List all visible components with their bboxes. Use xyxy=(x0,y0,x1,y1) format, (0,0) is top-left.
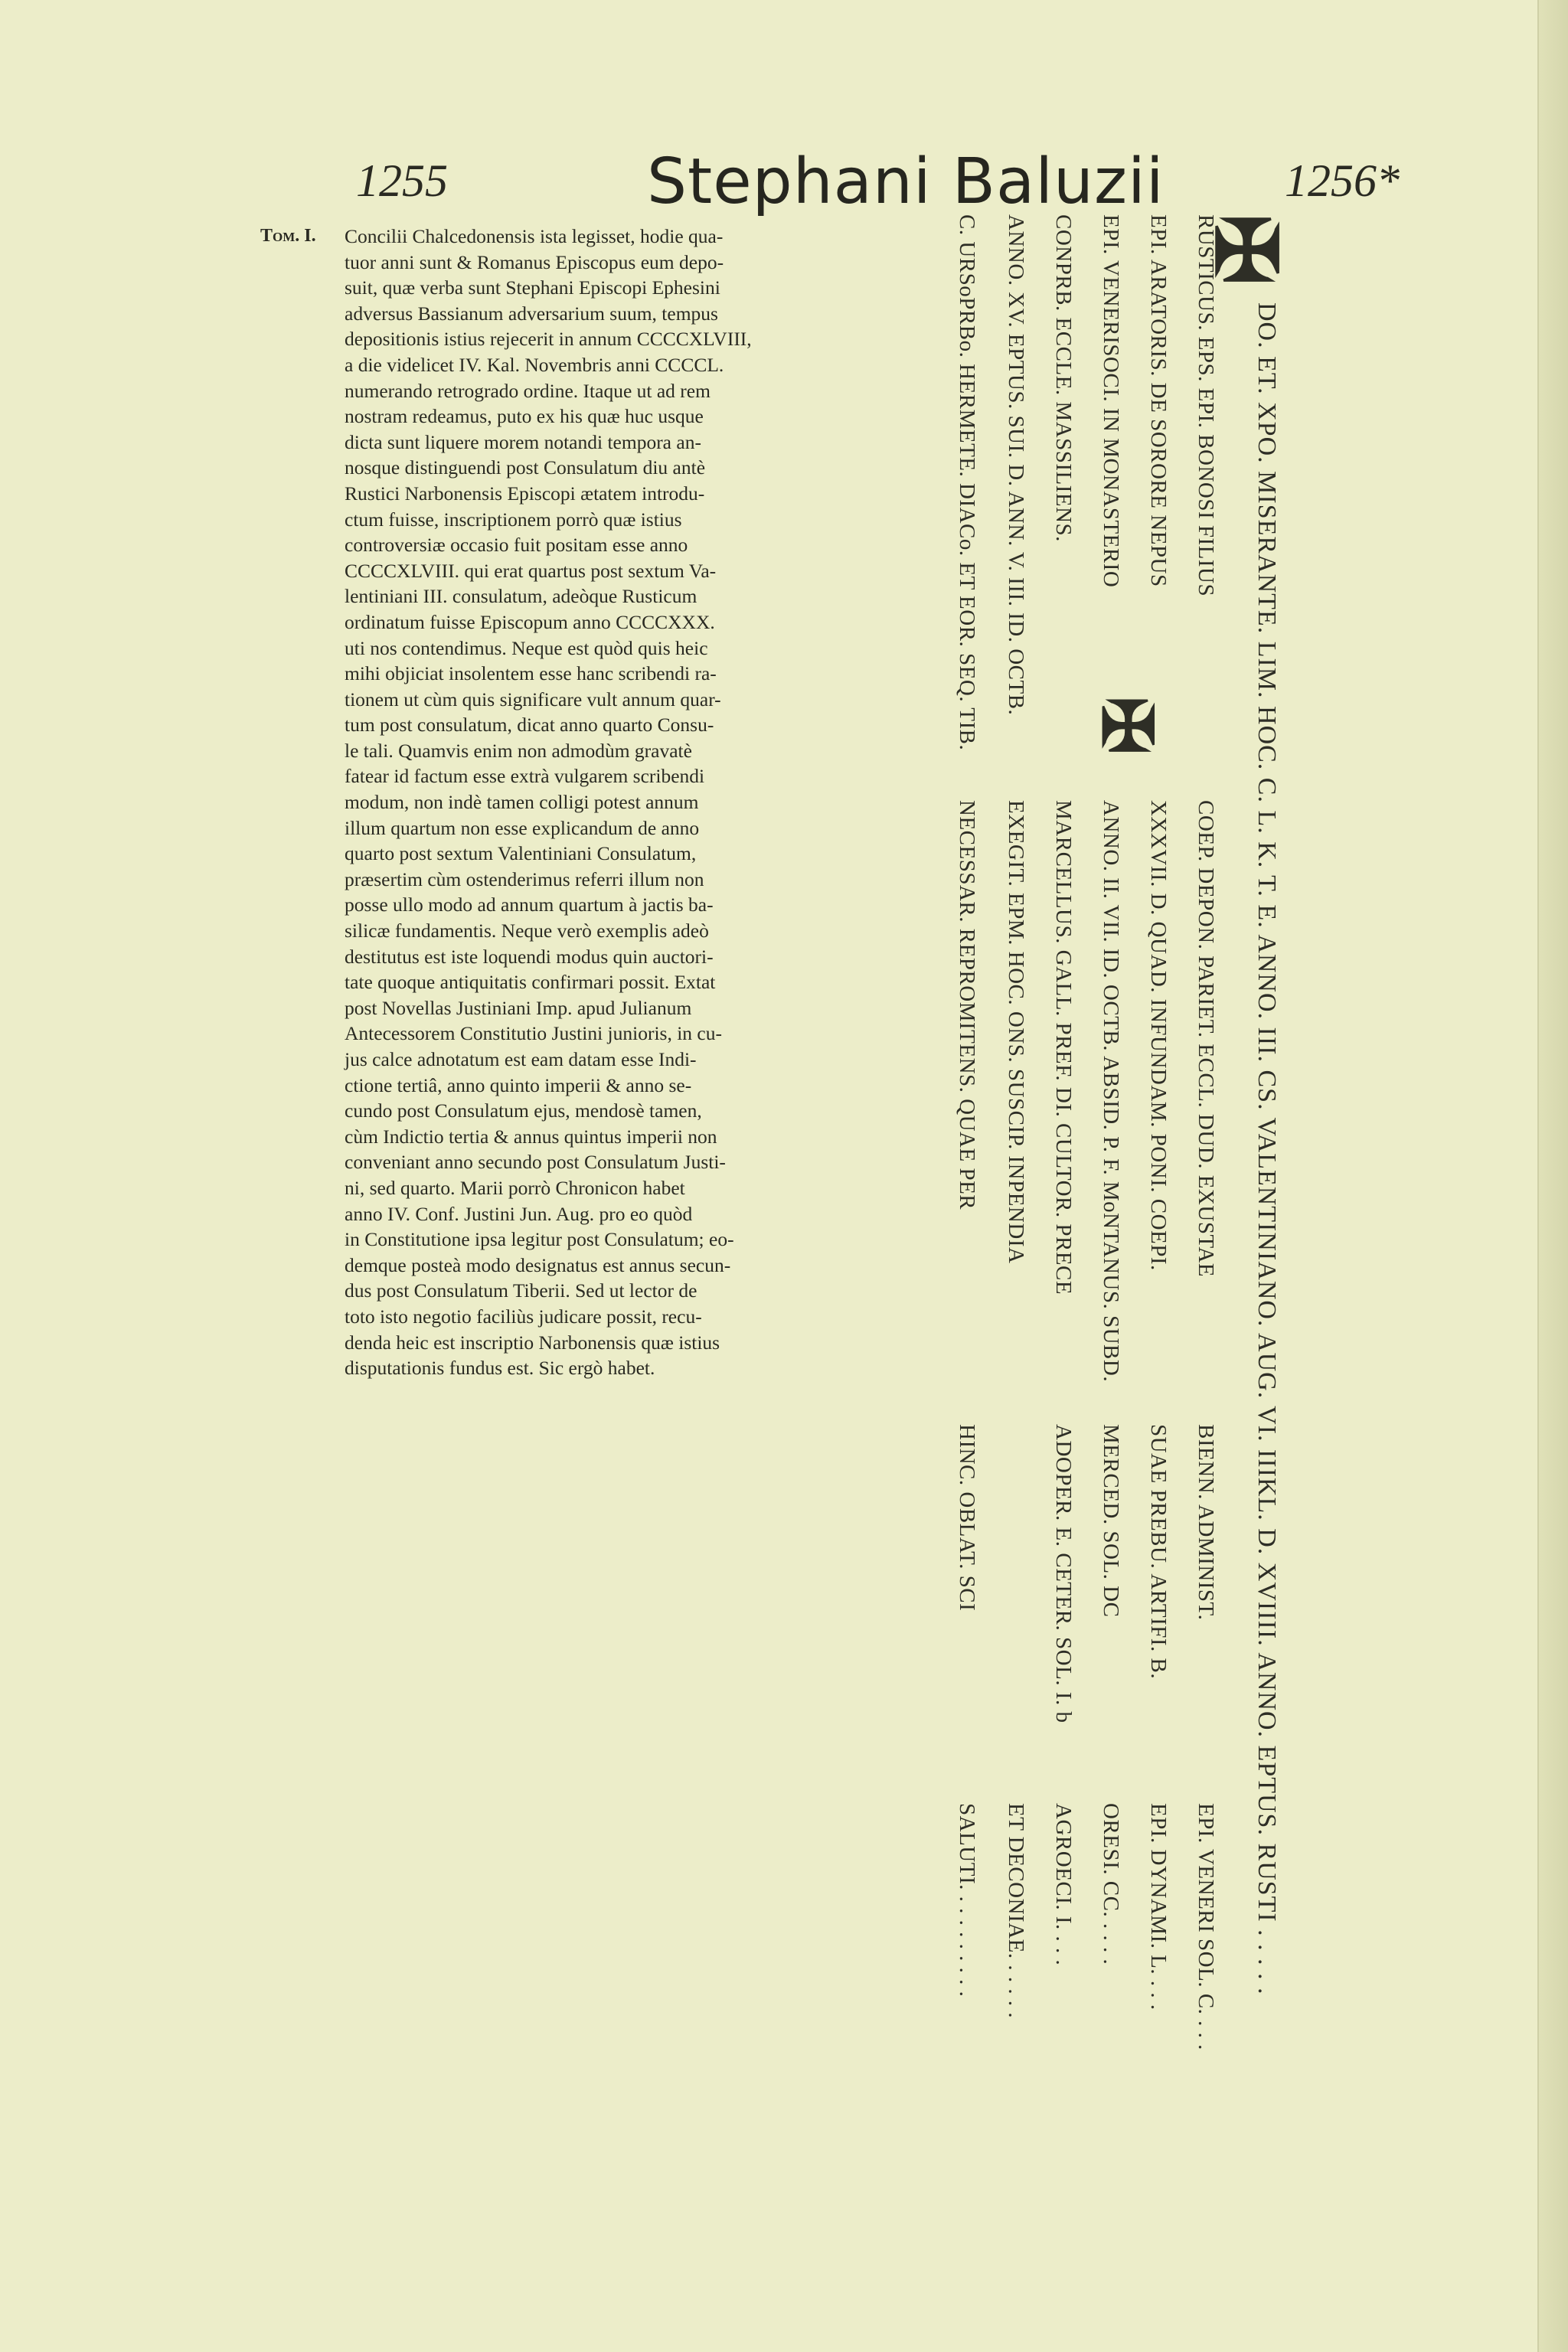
text-line: ctum fuisse, inscriptionem porrò quæ istius xyxy=(345,508,682,531)
text-line: conveniant anno secundo post Consulatum Justi- xyxy=(345,1151,726,1174)
text-line: anno IV. Conf. Justini Jun. Aug. pro eo quòd xyxy=(345,1202,693,1225)
text-line: le tali. Quamvis enim non admodùm gravatè xyxy=(345,739,692,762)
inscription-line: CONPRB. ECCLE. MASSILIENS. xyxy=(1051,214,1076,542)
running-header xyxy=(0,145,1568,218)
text-line: post Novellas Justiniani Imp. apud Julianum xyxy=(345,996,692,1019)
text-line: tuor anni sunt & Romanus Episcopus eum depo- xyxy=(345,250,724,273)
inscription-first-line: DO. ET. XPO. MISERANTE. LIM. HOC. C. L. K. T. E. ANNO. III. CS. VALENTINIANO. AUG. VI. IIIKL. D. XVIIII. ANNO. EPTUS. RUSTI . . . . . xyxy=(1253,302,1281,1995)
inscription-line: HINC. OBLAT. SCI xyxy=(955,1424,979,1612)
inscription-line: BIENN. ADMINIST. xyxy=(1194,1424,1218,1621)
cross-icon: ✠ xyxy=(1198,214,1292,286)
text-line: tate quoque antiquitatis confirmari possit. Extat xyxy=(345,971,716,994)
text-line: jus calce adnotatum est eam datam esse Indi- xyxy=(345,1048,697,1070)
inscription-line: ET DECONIAE. . . . . . xyxy=(1004,1803,1028,2019)
inscription-line: ANNO. II. VII. ID. OCTB. ABSID. P. F. MoNTANUS. SUBD. xyxy=(1099,800,1123,1383)
text-line: mihi objiciat insolentem esse hanc scribendi ra- xyxy=(345,662,717,685)
inscription-line: XXXVII. D. QUAD. INFUNDAM. PONI. COEPI. xyxy=(1146,800,1171,1271)
inscription-line: C. URSoPRBo. HERMETE. DIACo. ET EOR. SEQ. TIB. xyxy=(955,214,979,751)
inscription-line: SALUTI. . . . . . . . . . xyxy=(955,1803,979,1998)
inscription-line: EPI. VENERI SOL. C. . . . xyxy=(1194,1803,1218,2050)
text-line: cundo post Consulatum ejus, mendosè tamen, xyxy=(345,1099,702,1122)
inscription-rotated xyxy=(923,214,1292,2050)
page-number-left: 1255 xyxy=(356,155,448,206)
inscription-line: EPI. VENERISOCI. IN MONASTERIO xyxy=(1099,214,1123,588)
body-text-column xyxy=(345,224,865,1381)
page-number-right: 1256* xyxy=(1285,155,1400,206)
text-line: CCCCXLVIII. qui erat quartus post sextum Va- xyxy=(345,559,717,582)
text-line: nostram redeamus, puto ex his quæ huc usque xyxy=(345,405,704,428)
inscription-line: EPI. ARATORIS. DE SORORE NEPUS xyxy=(1146,214,1171,587)
text-line: silicæ fundamentis. Neque verò exemplis adeò xyxy=(345,920,709,942)
running-title: Stephani Baluzii xyxy=(647,145,1165,218)
text-line: quarto post sextum Valentiniani Consulatum, xyxy=(345,842,697,865)
inscription-line: NECESSAR. REPROMITENS. QUAE PER xyxy=(955,800,979,1210)
inscription-line: COEP. DEPON. PARIET. ECCL. DUD. EXUSTAE xyxy=(1194,800,1218,1277)
text-line: disputationis fundus est. Sic ergò habet. xyxy=(345,1357,655,1380)
inscription-line: ADOPER. E. CETER. SOL. I. b xyxy=(1051,1424,1076,1723)
text-line: a die videlicet IV. Kal. Novembris anni CCCCL. xyxy=(345,353,724,376)
text-line: Concilii Chalcedonensis ista legisset, hodie qua- xyxy=(345,225,724,247)
inscription-line: EPI. DYNAMI. L. . . . xyxy=(1146,1803,1171,2011)
text-line: destitutus est iste loquendi modus quin auctori- xyxy=(345,945,714,968)
text-line: tum post consulatum, dicat anno quarto Consu- xyxy=(345,714,714,737)
text-line: suit, quæ verba sunt Stephani Episcopi Ephesini xyxy=(345,276,720,299)
text-line: adversus Bassianum adversarium suum, tempus xyxy=(345,302,718,325)
text-line: cùm Indictio tertia & annus quintus imperii non xyxy=(345,1125,717,1148)
text-line: fatear id factum esse extrà vulgarem scribendi xyxy=(345,765,705,788)
text-line: controversiæ occasio fuit positam esse anno xyxy=(345,534,688,557)
text-line: ordinatum fuisse Episcopum anno CCCCXXX. xyxy=(345,610,715,633)
adjacent-page-edge xyxy=(1537,0,1568,2352)
inscription-line: AGROECI. I. . . . xyxy=(1051,1803,1076,1966)
text-line: nosque distinguendi post Consulatum diu antè xyxy=(345,456,706,479)
marginal-note: Tom. I. xyxy=(260,226,316,246)
text-line: numerando retrogrado ordine. Itaque ut ad rem xyxy=(345,379,710,402)
text-line: illum quartum non esse explicandum de anno xyxy=(345,816,700,839)
text-line: toto isto negotio faciliùs judicare possit, recu- xyxy=(345,1305,702,1328)
text-line: Rustici Narbonensis Episcopi ætatem introdu- xyxy=(345,482,705,505)
cross-icon: ✠ xyxy=(1088,697,1164,755)
text-line: dicta sunt liquere morem notandi tempora an- xyxy=(345,430,701,453)
text-line: lentiniani III. consulatum, adeòque Rusticum xyxy=(345,585,697,608)
text-line: ni, sed quarto. Marii porrò Chronicon habet xyxy=(345,1176,685,1199)
text-line: demque posteà modo designatus est annus secun- xyxy=(345,1253,731,1276)
inscription-line: ANNO. XV. EPTUS. SUI. D. ANN. V. III. ID. OCTB. xyxy=(1004,214,1028,716)
inscription-line: EXEGIT. EPM. HOC. ONS. SUSCIP. INPENDIA xyxy=(1004,800,1028,1264)
text-line: posse ullo modo ad annum quartum à jactis ba- xyxy=(345,893,714,916)
text-line: præsertim cùm ostenderimus referri illum non xyxy=(345,867,704,890)
inscription-line: MARCELLUS. GALL. PREF. DI. CULTOR. PRECE xyxy=(1051,800,1076,1295)
text-line: modum, non indè tamen colligi potest annum xyxy=(345,791,699,814)
text-line: ctione tertiâ, anno quinto imperii & anno se- xyxy=(345,1073,692,1096)
inscription-line: RUSTICUS. EPS. EPI. BONOSI FILIUS xyxy=(1194,214,1218,597)
text-line: in Constitutione ipsa legitur post Consulatum; eo- xyxy=(345,1228,734,1251)
inscription-line: ORESI. CC. . . . . xyxy=(1099,1803,1123,1965)
text-line: dus post Consulatum Tiberii. Sed ut lector de xyxy=(345,1279,697,1302)
inscription-line: SUAE PREBU. ARTIFI. B. xyxy=(1146,1424,1171,1680)
text-line: uti nos contendimus. Neque est quòd quis heic xyxy=(345,636,708,659)
text-line: denda heic est inscriptio Narbonensis quæ istius xyxy=(345,1331,720,1354)
text-line: tionem ut cùm quis significare vult annum quar- xyxy=(345,688,721,710)
inscription-line: MERCED. SOL. DC xyxy=(1099,1424,1123,1618)
text-line: depositionis istius rejecerit in annum CCCCXLVIII, xyxy=(345,328,752,351)
text-line: Antecessorem Constitutio Justini junioris, in cu- xyxy=(345,1022,722,1045)
